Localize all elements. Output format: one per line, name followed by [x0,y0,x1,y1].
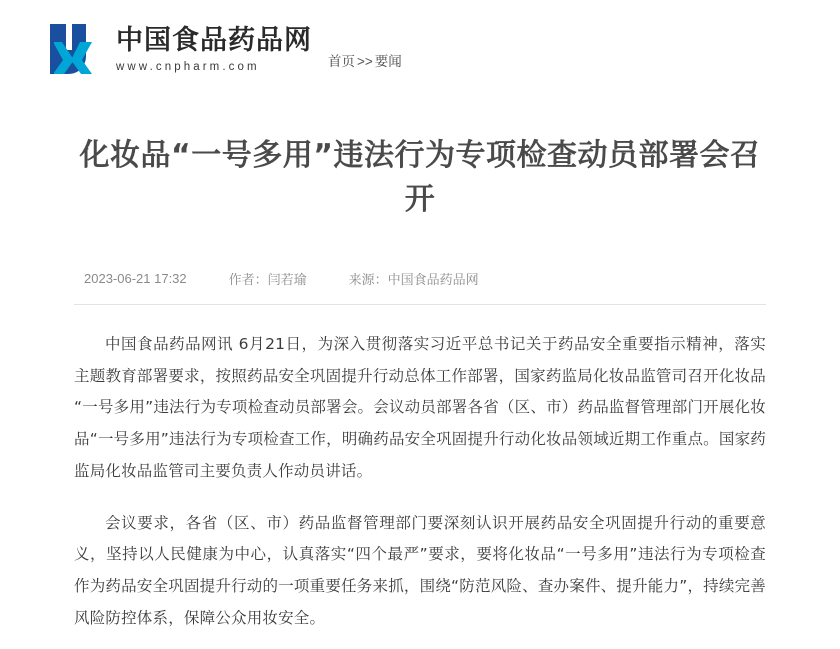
logo-url: www.cnpharm.com [116,61,260,74]
article-source: 来源：中国食品药品网 [348,271,479,287]
breadcrumb-current-link[interactable]: 要闻 [374,54,402,69]
header-inner [0,0,840,78]
cnpharm-logo-icon [46,20,106,78]
article-meta [74,269,766,305]
article-paragraph: 中国食品药品网讯 6月21日，为深入贯彻落实习近平总书记关于药品安全重要指示精神，落实主题教育部署要求，按照药品安全巩固提升行动总体工作部署，国家药监局化妆品监管司召开化妆品“一号多用”违法行为专项检查动员部署会。会议动员部署各省（区、市）药品监督管理部门开展化妆品“一号多用”违法行为专项检查工作，明确药品安全巩固提升行动化妆品领域近期工作重点。国家药监局化妆品监管司主要负责人作动员讲话。 [74,334,766,480]
breadcrumb-separator: >> [357,54,373,69]
site-header [0,0,840,100]
article-body [74,329,766,635]
publish-datetime: 2023-06-21 17:32 [84,270,187,286]
breadcrumb [328,50,402,78]
logo-text [116,25,312,73]
article-author: 作者：闫若瑜 [228,271,307,287]
article-paragraph: 会议要求，各省（区、市）药品监督管理部门要深刻认识开展药品安全巩固提升行动的重要意义，坚持以人民健康为中心，认真落实“四个最严”要求，要将化妆品“一号多用”违法行为专项检查作为药品安全巩固提升行动的一项重要任务来抓，围绕“防范风险、查办案件、提升能力”，持续完善风险防控体系，保障公众用妆安全。 [74,513,766,627]
breadcrumb-home-link[interactable]: 首页 [328,54,355,69]
article [0,100,840,635]
logo-title: 中国食品药品网 [116,24,312,56]
site-logo[interactable] [46,20,312,78]
page-title: 化妆品“一号多用”违法行为专项检查动员部署会召开 [79,138,761,218]
